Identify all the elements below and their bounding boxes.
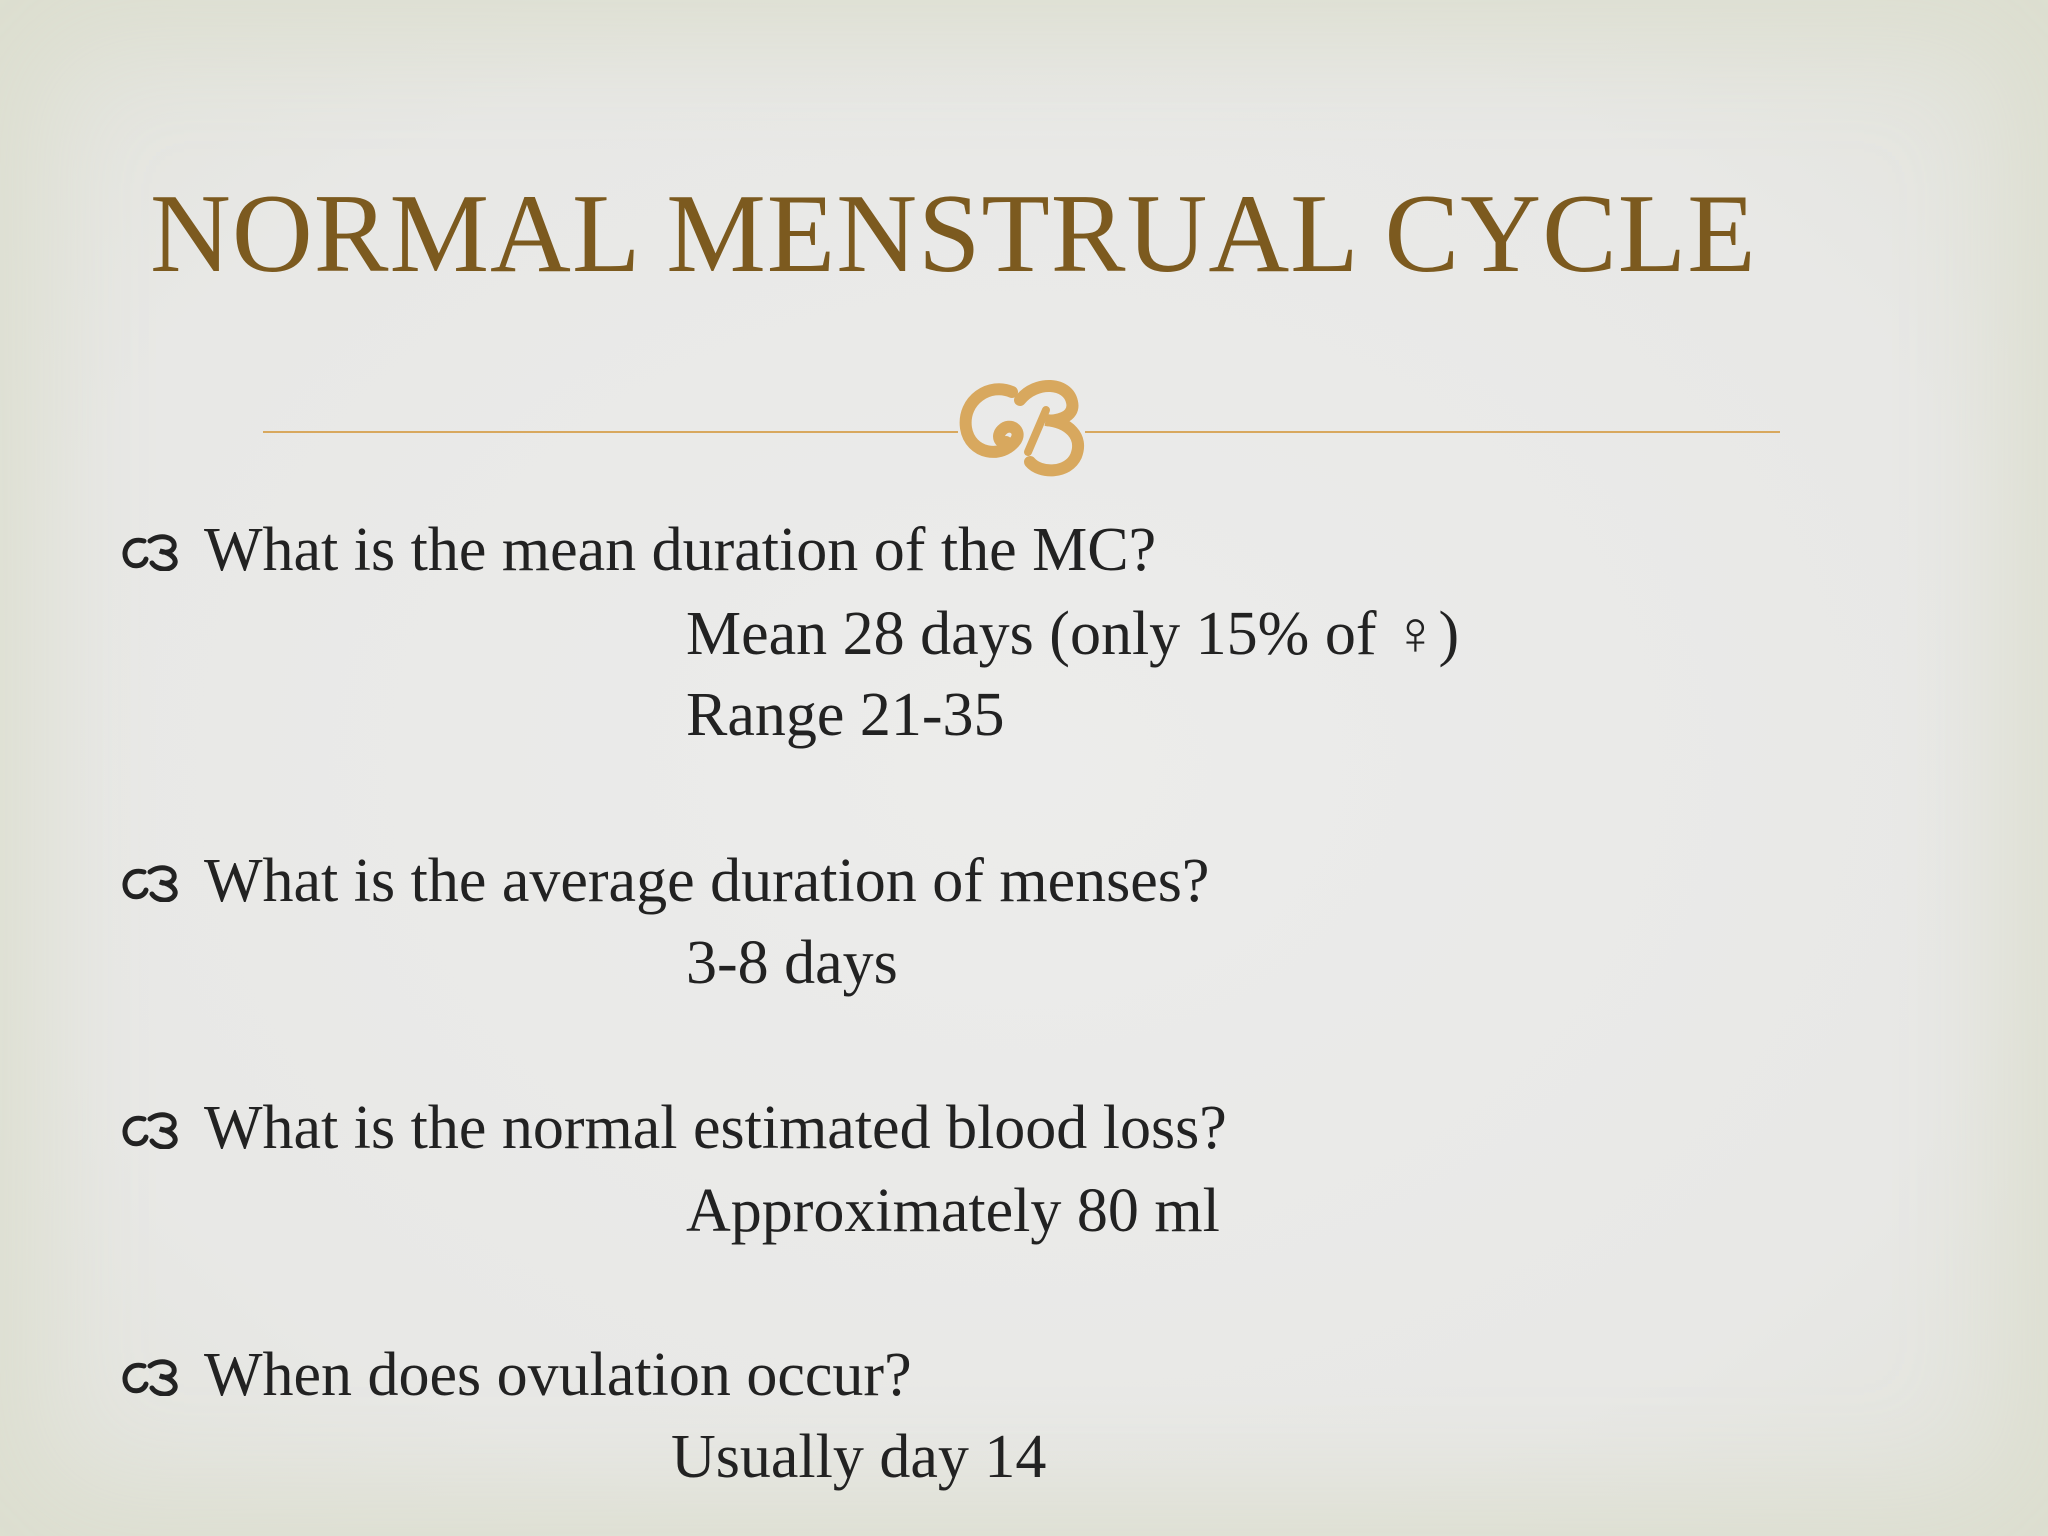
question-3: [120, 1093, 1227, 1164]
fleuron-bullet-icon: [120, 1356, 182, 1396]
question-text: When does ovulation occur?: [204, 1341, 912, 1409]
question-text: What is the average duration of menses?: [204, 847, 1210, 915]
fleuron-bullet-icon: [120, 1109, 182, 1149]
fleuron-divider-icon: [950, 370, 1100, 480]
answer-4a: Usually day 14: [671, 1423, 1047, 1491]
answer-1b: Range 21-35: [686, 681, 1005, 749]
answer-3a: Approximately 80 ml: [686, 1177, 1220, 1245]
divider-line-left: [263, 431, 958, 433]
question-2: [120, 846, 1209, 917]
fleuron-bullet-icon: [120, 862, 182, 902]
answer-1a: Mean 28 days (only 15% of ♀): [686, 600, 1460, 668]
fleuron-bullet-icon: [120, 531, 182, 571]
divider-line-right: [1085, 431, 1780, 433]
question-text: What is the normal estimated blood loss?: [204, 1094, 1227, 1162]
question-1: [120, 515, 1156, 586]
slide-title: NORMAL MENSTRUAL CYCLE: [150, 172, 1757, 296]
answer-2a: 3-8 days: [686, 929, 898, 997]
question-text: What is the mean duration of the MC?: [204, 516, 1157, 584]
question-4: [120, 1340, 912, 1411]
